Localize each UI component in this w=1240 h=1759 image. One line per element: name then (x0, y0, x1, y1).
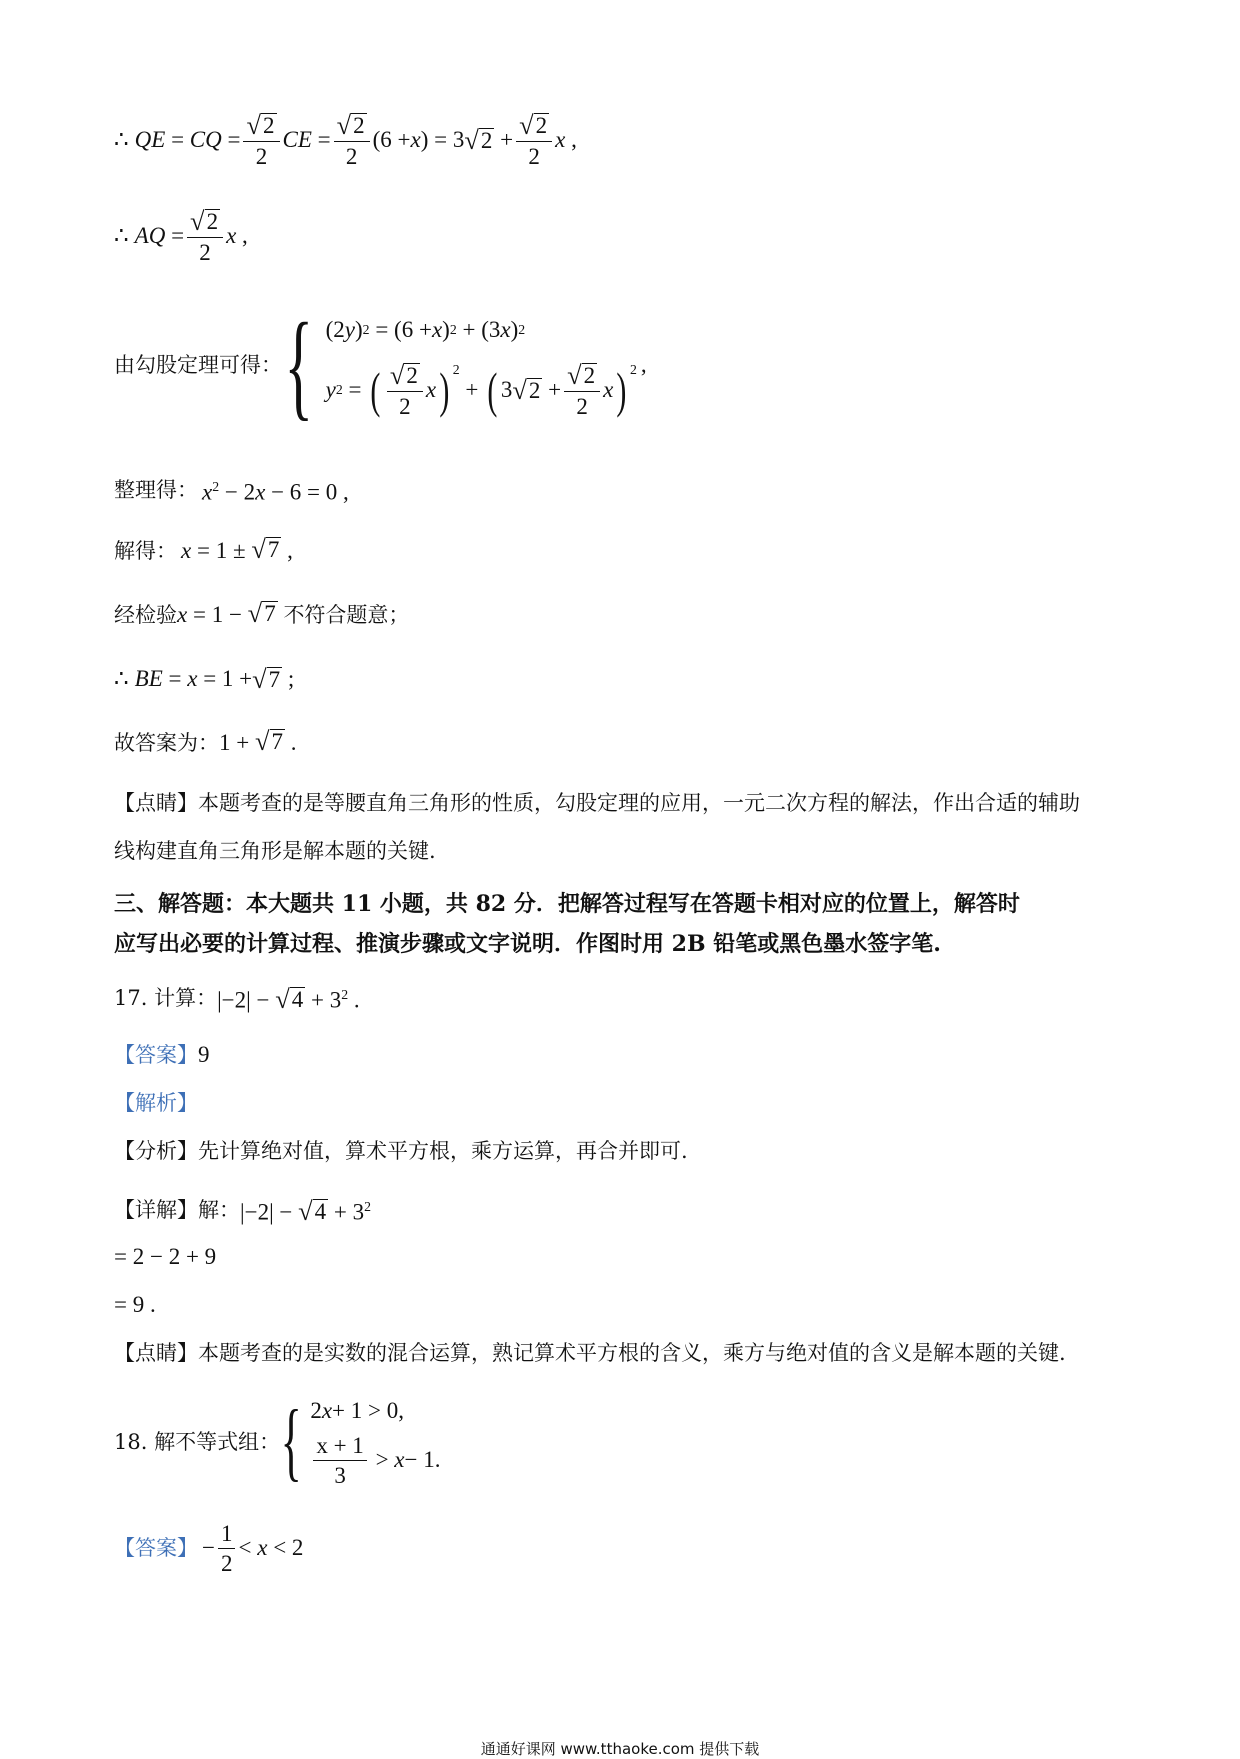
simplify-line: 整理得： $x^2 - 2x - 6 = 0$ , (114, 472, 349, 508)
comment2-line (114, 1338, 1066, 1368)
answer-tag: 【答案】 (114, 1043, 198, 1067)
fenxi-line (114, 1136, 688, 1166)
answer-tag: 【答案】 (114, 1536, 198, 1560)
comment-tag: 【点睛】 (114, 791, 198, 815)
therefore-symbol: ∴ (114, 666, 129, 691)
therefore-symbol: ∴ (114, 127, 129, 153)
detail-line: 【详解】 解： |−2| − √ 4 + $3^2$ (114, 1195, 372, 1226)
analysis-tag: 【解析】 (114, 1091, 198, 1115)
question-prefix: 17. 计算： (114, 985, 218, 1010)
comment-text: 线构建直角三角形是解本题的关键. (114, 839, 436, 863)
equation-be: ∴ BE = x = 1 + √ 7 ; (114, 663, 295, 694)
detail-tag: 【详解】 (114, 1197, 198, 1222)
analysis-tag-line (114, 1088, 198, 1118)
step1: = 2 − 2 + 9 (114, 1244, 217, 1269)
comment1-line2 (114, 836, 436, 866)
comment-text: 本题考查的是等腰直角三角形的性质，勾股定理的应用，一元二次方程的解法，作出合适的辅助 (198, 791, 1080, 815)
answer-label: 故答案为： (114, 731, 219, 755)
footer: 通通好课网 www.tthaoke.com 提供下载 (480, 1740, 760, 1758)
check-suffix: 不符合题意； (283, 603, 410, 627)
q17-answer (114, 1040, 210, 1070)
q18-answer: 【答案】 − $\frac{1}{2}$ < x < 2 (114, 1520, 304, 1576)
comment1-line1 (114, 788, 1080, 818)
pythag-label: 由勾股定理可得： (114, 353, 282, 377)
answer-line: 故答案为： 1 + √ 7 . (114, 726, 297, 756)
section-heading-line1: 三、解答题：本大题共 11 小题，共 82 分．把解答过程写在答题卡相对应的位置上，解答时 (114, 891, 1020, 917)
step2: = 9 . (114, 1292, 156, 1317)
fenxi-tag: 【分析】 (114, 1139, 198, 1163)
answer-value: 9 (198, 1042, 210, 1067)
question-17: 17. 计算： |−2| − √ 4 + $3^2$ . (114, 983, 360, 1014)
detail-prefix: 解： (198, 1197, 240, 1222)
question-18: 18. 解不等式组： { 2 x + 1 > 0, $\frac{x + 1}{3}$ > x − 1. (114, 1393, 441, 1490)
therefore-symbol: ∴ (114, 223, 129, 249)
check-line: 经检验 x = 1 − √ 7 不符合题意； (114, 598, 410, 628)
solve-label: 解得： (114, 539, 177, 563)
question-prefix: 18. 解不等式组： (114, 1430, 281, 1454)
check-label: 经检验 (114, 603, 177, 627)
equation-aq: ∴ AQ = √ 2 2 x , (114, 206, 248, 266)
fenxi-text: 先计算绝对值，算术平方根，乘方运算，再合并即可. (198, 1139, 688, 1163)
pythagorean-system: 由勾股定理可得： { (2 y ) 2 = (6 + x ) 2 + (3 x ) 2 y 2 = ( √ 2 2 x ) $^2$ + ( 3 √ 2 + √ 2 2 x ) $^2$ , (114, 298, 647, 431)
equation-qe: ∴ QE = CQ = √ 2 2 CE = √ 2 2 (6 + x ) = 3 √ 2 + √ 2 2 x , (114, 110, 577, 170)
section-heading-line2: 应写出必要的计算过程、推演步骤或文字说明．作图时用 2B 铅笔或黑色墨水签字笔. (114, 931, 941, 957)
solve-line: 解得： x = 1 ± √ 7 , (114, 534, 293, 564)
comment-tag: 【点睛】 (114, 1341, 198, 1365)
simplify-label: 整理得： (114, 477, 198, 502)
comment-text: 本题考查的是实数的混合运算，熟记算术平方根的含义，乘方与绝对值的含义是解本题的关键. (198, 1341, 1066, 1365)
